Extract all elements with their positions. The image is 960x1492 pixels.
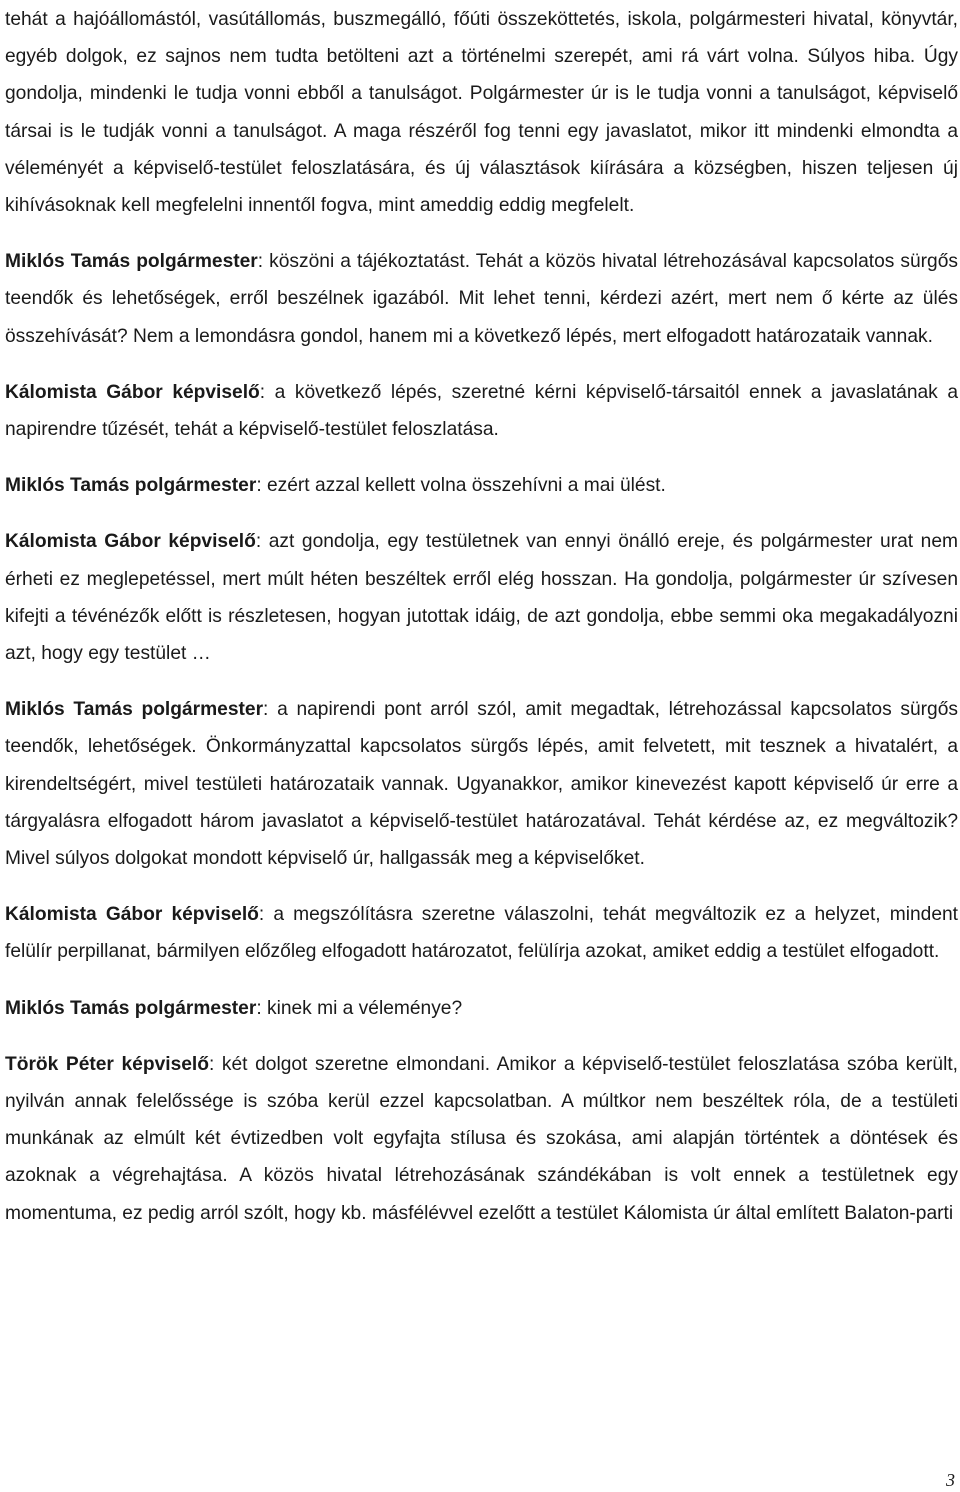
speech-paragraph	[5, 896, 958, 970]
speaker-name: Miklós Tamás polgármester	[5, 475, 257, 497]
paragraph-gap	[5, 448, 960, 467]
speech-paragraph	[5, 1046, 958, 1232]
speech-text: : ezért azzal kellett volna összehívni a mai ülést.	[256, 475, 666, 497]
paragraph-gap	[5, 224, 960, 243]
speaker-name: Török Péter képviselő	[5, 1053, 209, 1075]
speaker-name: Miklós Tamás polgármester	[5, 699, 264, 721]
speech-paragraph	[5, 990, 958, 1027]
page-number: 3	[946, 1470, 955, 1490]
speech-text: : a napirendi pont arról szól, amit megadtak, létrehozással kapcsolatos sürgős teendők, lehetőségek. Önkormányzattal kapcsolatos sürgős lépés, amit felvetett, mit tesznek a hivatalért, a kirendeltségért, mivel testületi határozataik vannak. Ugyanakkor, amikor kinevezést kapott képviselő úr erre a tárgyalásra elfogadott három javaslatot a képviselő-testület határozatával. Tehát kérdése az, ez megváltozik? Mivel súlyos dolgokat mondott képviselő úr, hallgassák meg a képviselőket.	[5, 699, 958, 870]
paragraph-gap	[5, 672, 960, 691]
speech-paragraph	[5, 523, 958, 672]
speech-text: : két dolgot szeretne elmondani. Amikor a képviselő-testület feloszlatása szóba került, nyilván annak felelőssége is szóba kerül ezzel kapcsolatban. A múltkor nem beszéltek róla, de a testületi munkának az elmúlt két évtizedben volt egyfajta stílusa és szokása, ami alapján történtek a döntések és azoknak a végrehajtása. A közös hivatal létrehozásának szándékában is volt ennek a testületnek egy momentuma, ez pedig arról szólt, hogy kb. másfélévvel ezelőtt a testület Kálomista úr által említett Balaton-parti	[5, 1053, 958, 1224]
paragraph-gap	[5, 504, 960, 523]
speech-text: : azt gondolja, egy testületnek van ennyi önálló ereje, és polgármester urat nem érheti ez meglepetéssel, mert múlt héten beszéltek erről elég hosszan. Ha gondolja, polgármester úr szívesen kifejti a tévénézők előtt is részletesen, hogyan jutottak idáig, de azt gondolja, ebbe semmi oka megakadályozni azt, hogy egy testület …	[5, 531, 958, 665]
speech-paragraph	[5, 691, 958, 877]
paragraph-gap	[5, 355, 960, 374]
speech-text: : köszöni a tájékoztatást. Tehát a közös hivatal létrehozásával kapcsolatos sürgős teendők és lehetőségek, erről beszélnek igazából. Mit lehet tenni, kérdezi azért, mert nem ő kérte az ülés összehívását? Nem a lemondásra gondol, hanem mi a következő lépés, mert elfogadott határozataik vannak.	[5, 251, 958, 347]
speaker-name: Kálomista Gábor képviselő	[5, 531, 256, 553]
speaker-name: Miklós Tamás polgármester	[5, 251, 258, 273]
intro-paragraph: tehát a hajóállomástól, vasútállomás, buszmegálló, főúti összeköttetés, iskola, polgármesteri hivatal, könyvtár, egyéb dolgok, ez sajnos nem tudta betölteni azt a történelmi szerepét, ami rá várt volna. Súlyos hiba. Úgy gondolja, mindenki le tudja vonni ebből a tanulságot. Polgármester úr is le tudja vonni a tanulságot, képviselő társai is le tudják vonni a tanulságot. A maga részéről fog tenni egy javaslatot, mikor itt mindenki elmondta a véleményét a képviselő-testület feloszlatására, és új választások kiírására a községben, hiszen teljesen új kihívásoknak kell megfelelni innentől fogva, mint ameddig eddig megfelelt.	[5, 9, 958, 217]
speaker-name: Kálomista Gábor képviselő	[5, 904, 259, 926]
speaker-name: Kálomista Gábor képviselő	[5, 381, 260, 403]
speaker-name: Miklós Tamás polgármester	[5, 997, 257, 1019]
speech-paragraph	[5, 243, 958, 355]
paragraph-gap	[5, 971, 960, 990]
speech-text: : kinek mi a véleménye?	[256, 997, 463, 1019]
paragraph-gap	[5, 877, 960, 896]
document-page	[0, 1, 960, 1492]
speech-text: : a következő lépés, szeretné kérni képviselő-társaitól ennek a javaslatának a napirendre tűzését, tehát a képviselő-testület feloszlatása.	[5, 381, 959, 441]
speech-paragraph	[5, 467, 958, 504]
speech-text: : a megszólításra szeretne válaszolni, tehát megváltozik ez a helyzet, mindent felülír perpillanat, bármilyen előzőleg elfogadott határozatot, felülírja azokat, amiket eddig a testület elfogadott.	[5, 904, 958, 963]
paragraph-gap	[5, 1027, 960, 1046]
speech-paragraph	[5, 374, 958, 448]
